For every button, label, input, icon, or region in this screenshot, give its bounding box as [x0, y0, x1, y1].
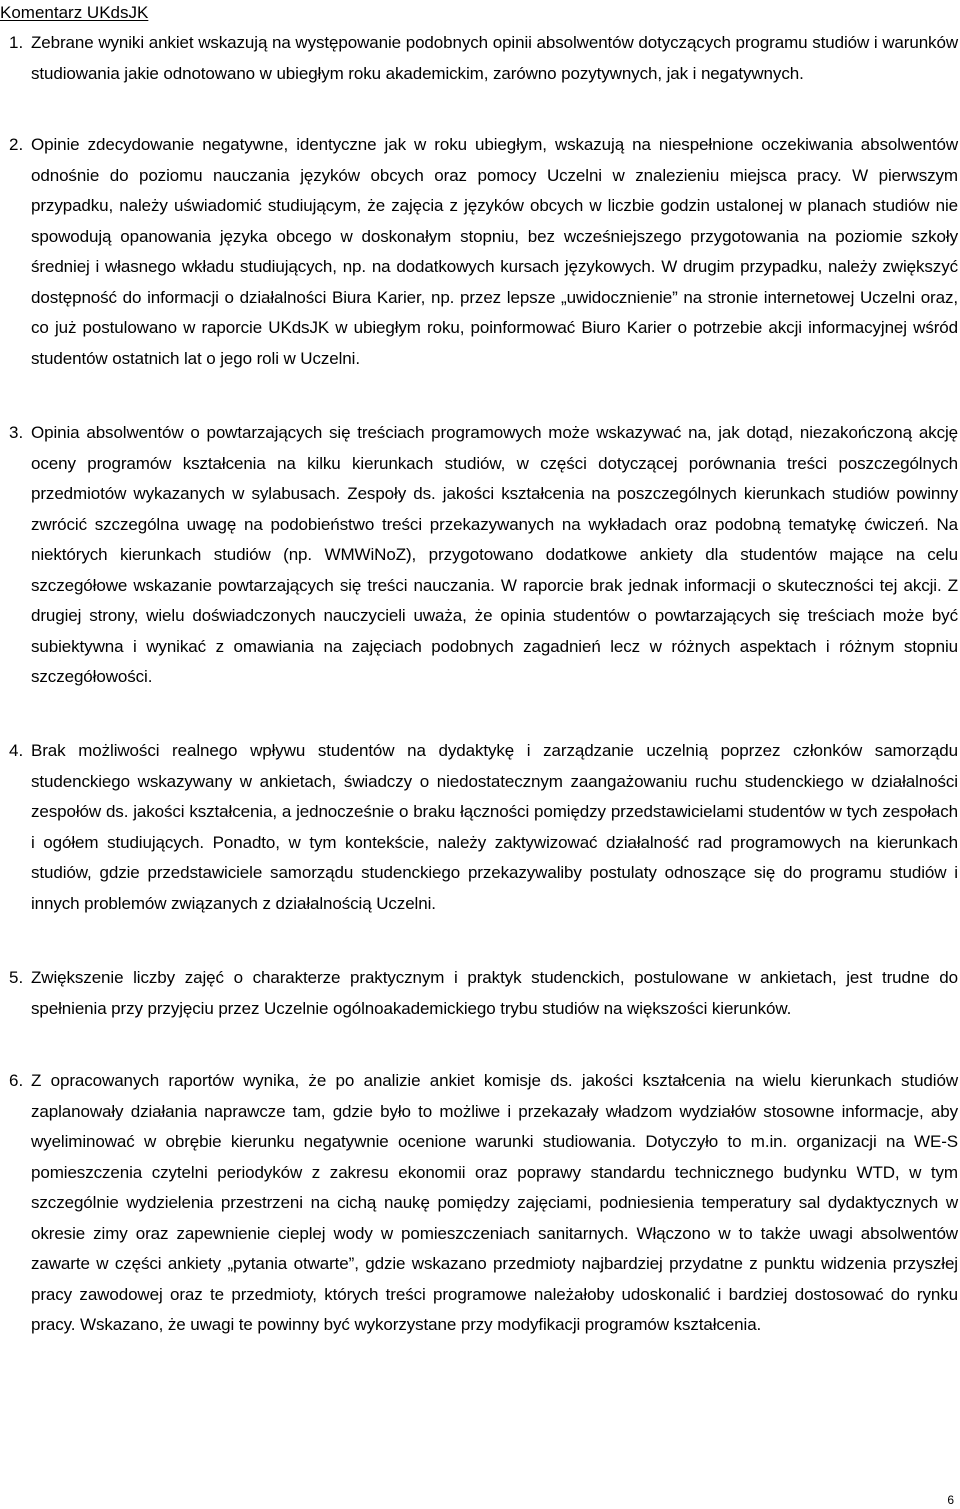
- page-number: 6: [947, 1493, 954, 1507]
- list-item-text: Brak możliwości realnego wpływu studentów na dydaktykę i zarządzanie uczelnią poprzez członków samorządu studenckiego wskazywany w ankietach, świadczy o niedostatecznym zaangażowaniu ruchu studenckiego w działalności zespołów ds. jakości kształcenia, a jednocześnie o braku łączności pomiędzy przedstawicielami studentów w tych zespołach i ogółem studiujących. Ponadto, w tym kontekście, należy zaktywizować działalność rad programowych na kierunkach studiów, gdzie przedstawiciele samorządu studenckiego przekazywaliby postulaty odnoszące się do programu studiów i innych problemów związanych z działalnością Uczelni.: [31, 741, 958, 913]
- list-item-4: [0, 736, 958, 919]
- list-item-text: Zebrane wyniki ankiet wskazują na występowanie podobnych opinii absolwentów dotyczących programu studiów i warunków studiowania jakie odnotowano w ubiegłym roku akademickim, zarówno pozytywnych, jak i negatywnych.: [31, 33, 958, 83]
- list-item-3: [0, 418, 958, 693]
- list-item-number: 5.: [9, 968, 24, 987]
- list-item-text: Z opracowanych raportów wynika, że po analizie ankiet komisje ds. jakości kształcenia na wielu kierunkach studiów zaplanowały działania naprawcze tam, gdzie było to możliwe i przekazały władzom wydziałów stosowne informacje, aby wyeliminować w obrębie kierunku negatywnie ocenione warunki studiowania. Dotyczyło to m.in. organizacji na WE-S pomieszczenia czytelni periodyków z zakresu ekonomii oraz poprawy standardu technicznego budynku WTD, w tym szczególnie wydzielenia przestrzeni na cichą naukę pomiędzy zajęciami, podniesienia temperatury sal dydaktycznych w okresie zimy oraz zapewnienie cieplej wody w pomieszczeniach sanitarnych. Włączono w to także uwagi absolwentów zawarte w części ankiety „pytania otwarte”, gdzie wskazano przedmioty najbardziej przydatne z punktu widzenia przyszłej pracy zawodowej oraz te przedmioty, których treści programowe należałoby udoskonalić i bardziej dostosować do rynku pracy. Wskazano, że uwagi te powinny być wykorzystane przy modyfikacji programów kształcenia.: [31, 1071, 958, 1334]
- list-item-5: [0, 963, 958, 1024]
- list-item-number: 1.: [9, 33, 24, 52]
- list-item-number: 3.: [9, 423, 24, 442]
- list-item-text: Opinia absolwentów o powtarzających się treściach programowych może wskazywać na, jak dotąd, niezakończoną akcję oceny programów kształcenia na kilku kierunkach studiów, w części dotyczącej porównania treści poszczególnych przedmiotów wykazanych w sylabusach. Zespoły ds. jakości kształcenia na poszczególnych kierunkach studiów powinny zwrócić szczególna uwagę na podobieństwo treści przekazywanych na wykładach oraz podobną tematykę ćwiczeń. Na niektórych kierunkach studiów (np. WMWiNoZ), przygotowano dodatkowe ankiety dla studentów mające na celu szczegółowe wskazanie powtarzających się treści nauczania. W raporcie brak jednak informacji o skuteczności tej akcji. Z drugiej strony, wielu doświadczonych nauczycieli uważa, że opinia studentów o powtarzających się treściach może być subiektywna i wynikać z omawiania na zajęciach podobnych zagadnień lecz w różnych aspektach i różnym stopniu szczegółowości.: [31, 423, 958, 686]
- list-item-number: 6.: [9, 1071, 24, 1090]
- list-item-6: [0, 1066, 958, 1341]
- page-heading: Komentarz UKdsJK: [0, 3, 149, 22]
- list-item-text: Opinie zdecydowanie negatywne, identyczne jak w roku ubiegłym, wskazują na niespełnione oczekiwania absolwentów odnośnie do poziomu nauczania języków obcych oraz pomocy Uczelni w znalezieniu miejsca pracy. W pierwszym przypadku, należy uświadomić studiującym, że zajęcia z języków obcych w liczbie godzin ustalonej w planach studiów nie spowodują opanowania języka obcego w doskonałym stopniu, bez wcześniejszego przygotowania na poziomie szkoły średniej i własnego wkładu studiujących, np. na dodatkowych kursach językowych. W drugim przypadku, należy zwiększyć dostępność do informacji o działalności Biura Karier, np. przez lepsze „uwidocznienie” na stronie internetowej Uczelni oraz, co już postulowano w raporcie UKdsJK w ubiegłym roku, poinformować Biuro Karier o potrzebie akcji informacyjnej wśród studentów ostatnich lat o jego roli w Uczelni.: [31, 135, 958, 368]
- list-item-text: Zwiększenie liczby zajęć o charakterze praktycznym i praktyk studenckich, postulowane w ankietach, jest trudne do spełnienia przy przyjęciu przez Uczelnie ogólnoakademickiego trybu studiów na większości kierunków.: [31, 968, 958, 1018]
- list-item-number: 2.: [9, 135, 24, 154]
- list-item-number: 4.: [9, 741, 24, 760]
- list-item-2: [0, 130, 958, 374]
- list-item-1: [0, 28, 958, 89]
